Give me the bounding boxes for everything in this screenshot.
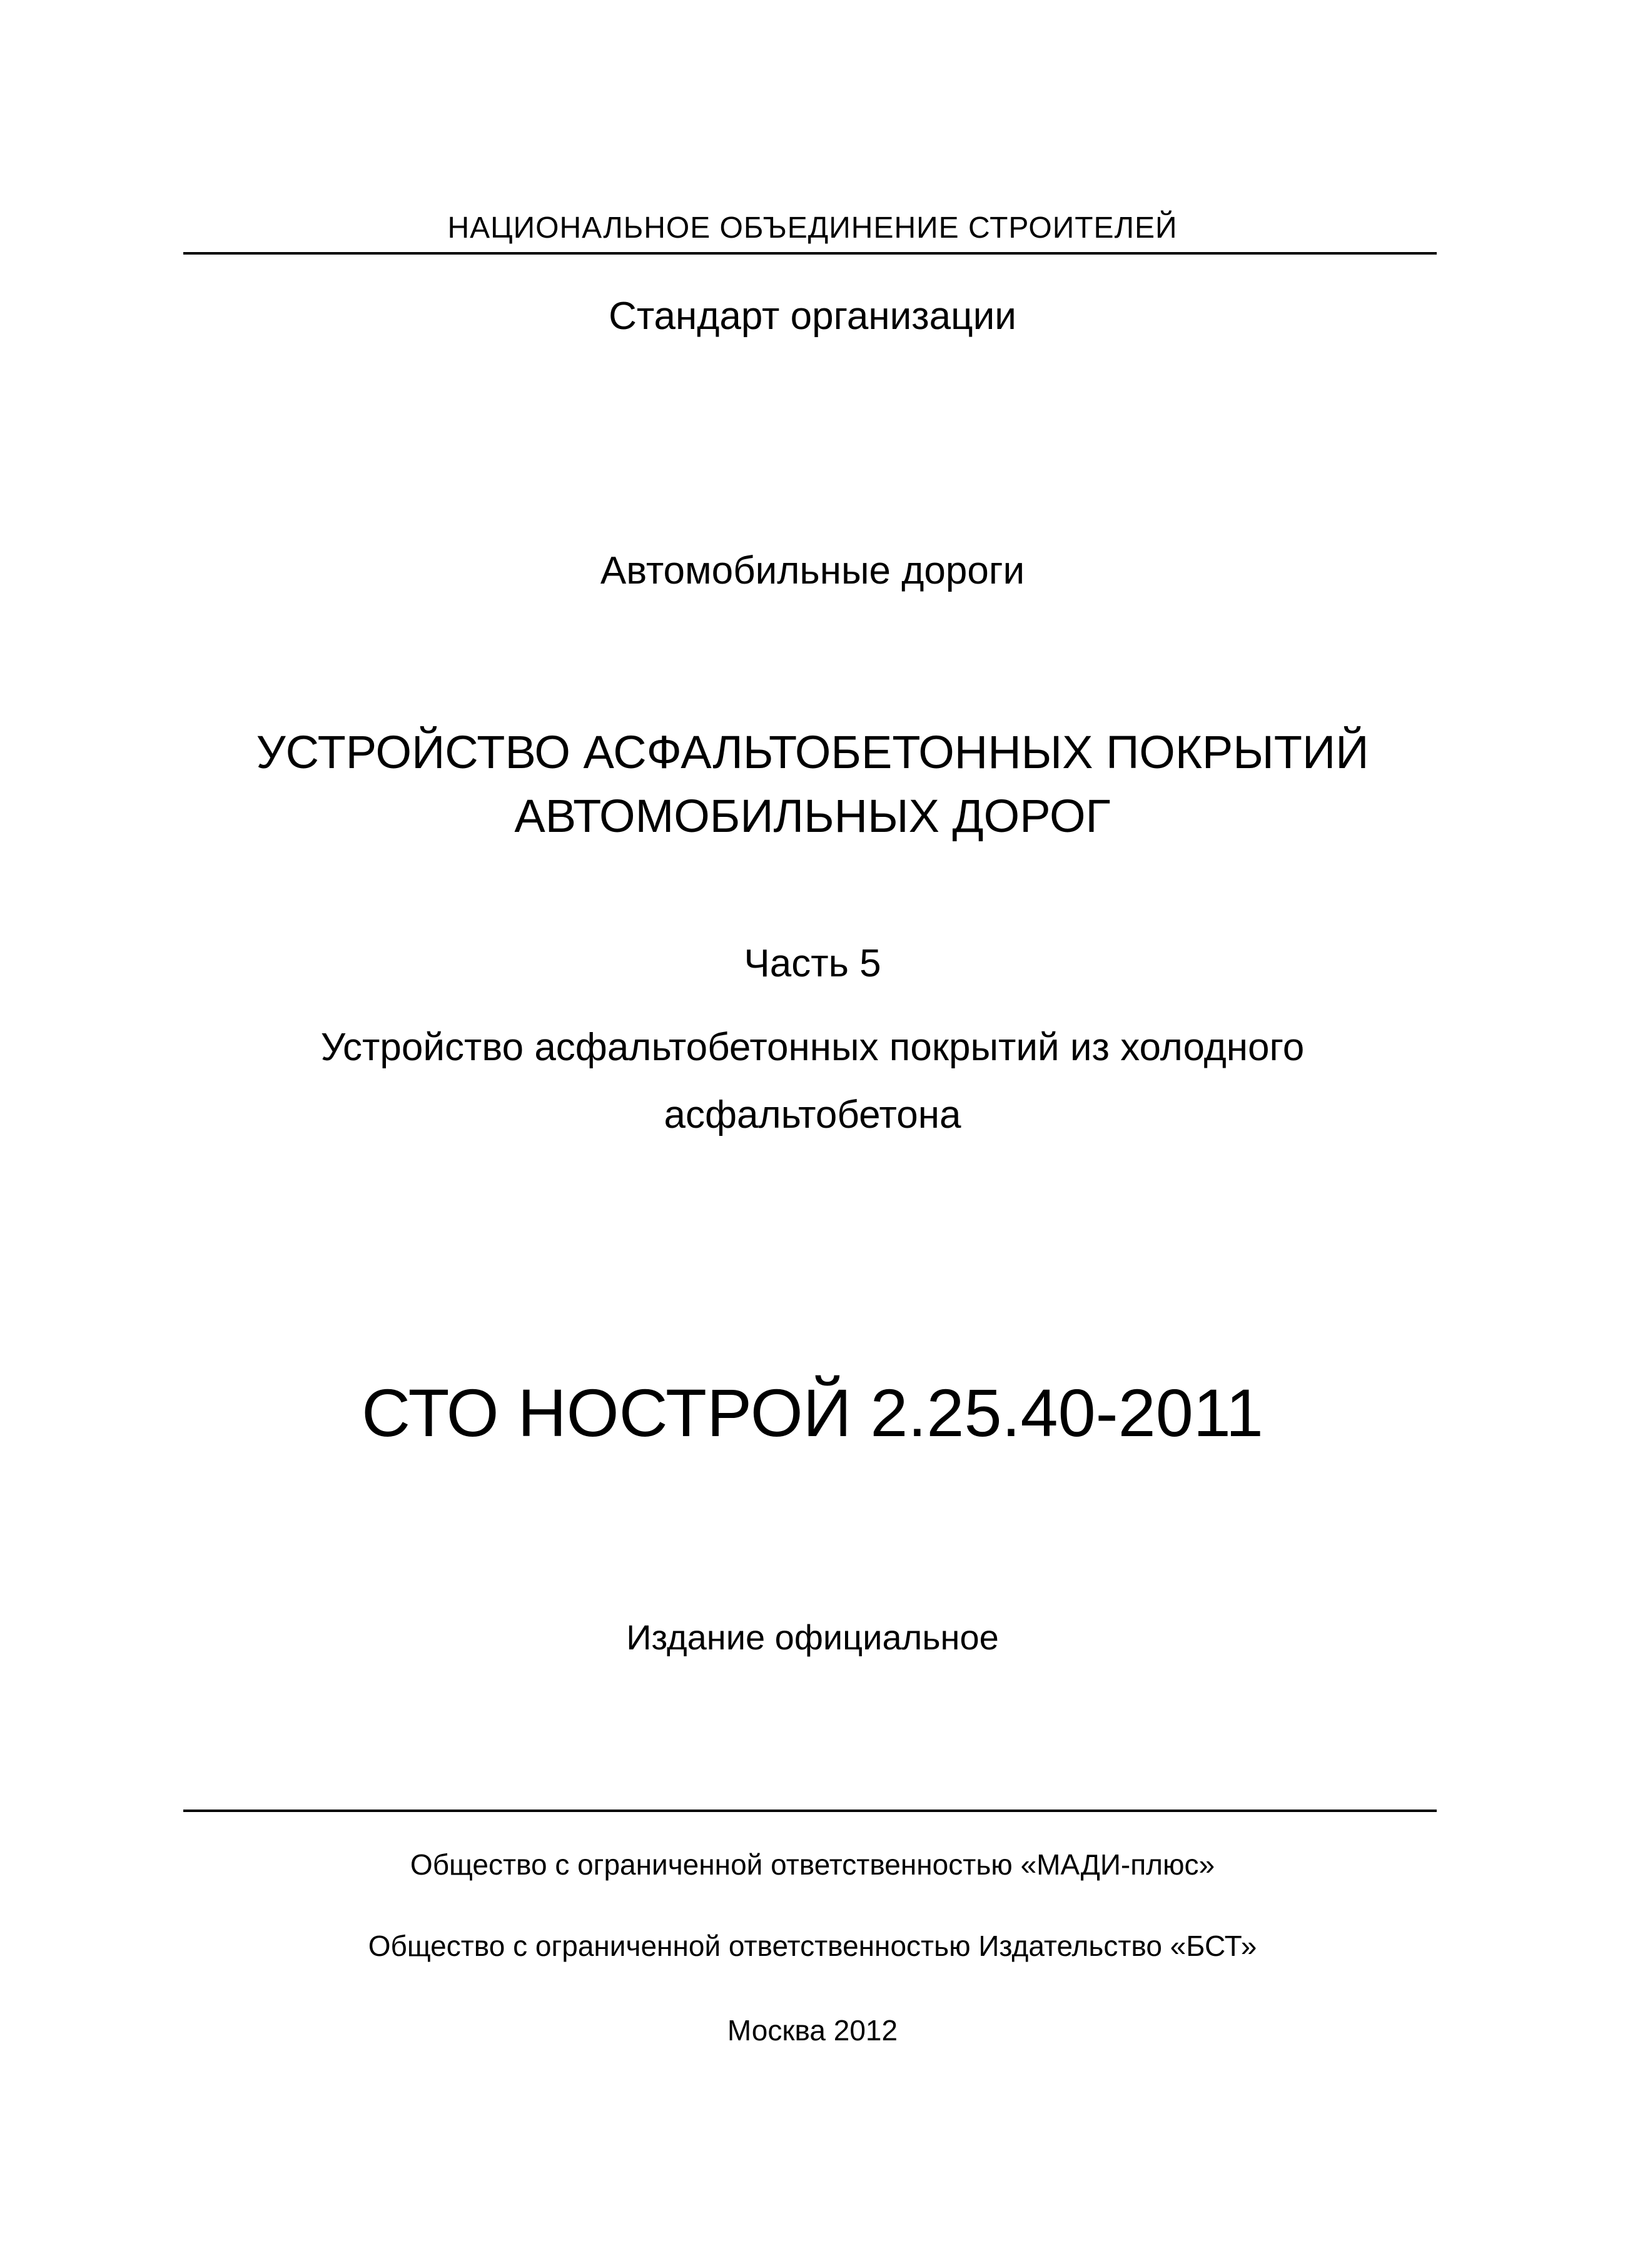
- publisher-line-1: Общество с ограниченной ответственностью «МАДИ-плюс»: [410, 1848, 1215, 1881]
- part-title-line-1: Устройство асфальтобетонных покрытий из холодного: [320, 1026, 1305, 1069]
- publisher-line-2: Общество с ограниченной ответственностью Издательство «БСТ»: [368, 1930, 1257, 1962]
- city-year: Москва 2012: [727, 2014, 898, 2047]
- part-title-line-2: асфальтобетона: [664, 1093, 961, 1137]
- standard-designation: СТО НОСТРОЙ 2.25.40-2011: [362, 1375, 1263, 1450]
- part-label: Часть 5: [744, 942, 881, 985]
- bottom-divider: [183, 1810, 1437, 1812]
- organization-name: НАЦИОНАЛЬНОЕ ОБЪЕДИНЕНИЕ СТРОИТЕЛЕЙ: [447, 211, 1178, 245]
- top-divider: [183, 252, 1437, 255]
- edition-note: Издание официальное: [626, 1617, 999, 1657]
- document-title-line-2: АВТОМОБИЛЬНЫХ ДОРОГ: [514, 790, 1111, 842]
- standard-type: Стандарт организации: [609, 295, 1016, 338]
- document-category: Автомобильные дороги: [600, 549, 1025, 592]
- document-title-line-1: УСТРОЙСТВО АСФАЛЬТОБЕТОННЫХ ПОКРЫТИЙ: [256, 726, 1369, 778]
